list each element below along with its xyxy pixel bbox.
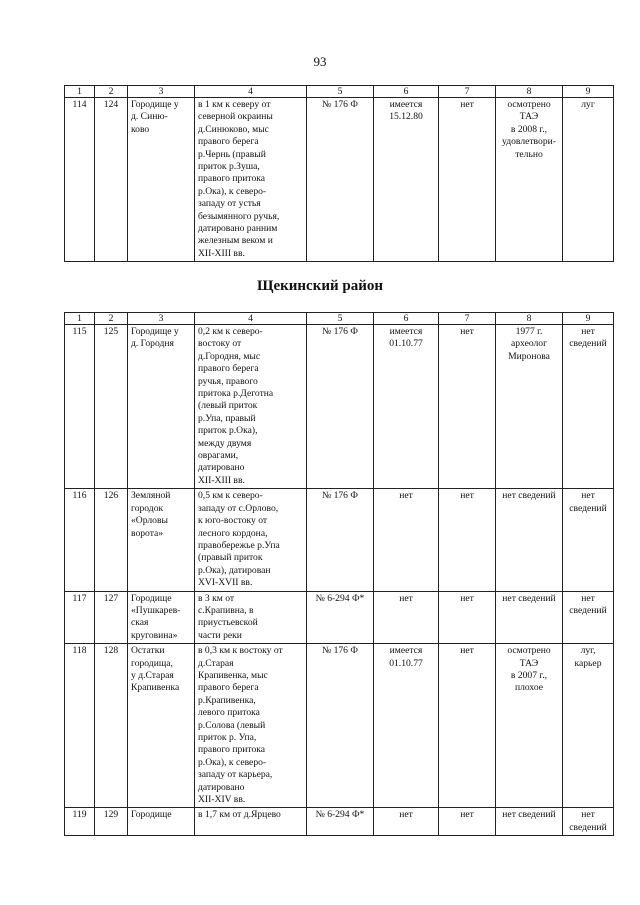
cell-line: луг <box>581 99 595 110</box>
cell-line: Остатки <box>131 645 165 657</box>
protection-document-cell <box>307 644 374 808</box>
record-number-cell: 118 <box>65 644 95 808</box>
cell-line: к юго-востоку от <box>198 515 268 527</box>
cell-line: нет <box>581 326 595 337</box>
column-header: 7 <box>439 86 496 98</box>
location-description-cell <box>195 808 307 836</box>
cell-line: ская <box>131 617 149 629</box>
cell-line: нет сведений <box>502 490 556 502</box>
boundaries-status-cell <box>439 808 496 836</box>
cell-line: д. Городня <box>131 338 174 350</box>
cell-line: нет <box>460 99 474 110</box>
column-header: 5 <box>307 313 374 325</box>
cell-line: с.Крапивна, в <box>198 604 254 616</box>
table-row <box>65 98 614 262</box>
column-header: 5 <box>307 86 374 98</box>
cell-line: правого притока <box>198 744 266 756</box>
cell-line: № 176 Ф <box>322 326 358 337</box>
boundaries-status-cell <box>439 489 496 591</box>
cell-line: нет <box>581 809 595 821</box>
passport-status-cell <box>374 98 439 262</box>
cell-line: XII-XIII вв. <box>198 247 245 259</box>
heritage-table-2 <box>64 312 614 836</box>
table-row <box>65 808 614 836</box>
monument-name-cell <box>128 489 195 591</box>
cell-line: сведений <box>569 338 607 350</box>
cell-line: д.Городня, мыс <box>198 350 261 362</box>
cell-line: нет <box>460 326 474 337</box>
protection-document-cell <box>307 591 374 644</box>
cell-line: правого притока <box>198 173 266 185</box>
cell-line: ТАЭ <box>519 111 539 123</box>
column-header: 8 <box>496 313 563 325</box>
cell-line: № 176 Ф <box>322 645 358 657</box>
cell-line: датировано <box>198 462 245 474</box>
boundaries-status-cell <box>439 98 496 262</box>
cell-line: притока р.Деготна <box>198 388 274 400</box>
cell-line: плохое <box>514 682 544 694</box>
cell-line: 0,5 км к северо- <box>198 490 263 502</box>
cell-line: западу от устья <box>198 198 261 210</box>
column-header-row <box>65 313 614 325</box>
column-header: 2 <box>95 86 128 98</box>
cell-line: р.Солова (левый <box>198 719 266 731</box>
cell-line: железным веком и <box>198 235 273 247</box>
cell-line: между двумя <box>198 437 252 449</box>
cell-line: (левый приток <box>198 400 258 412</box>
cell-line: «Пушкарев- <box>131 604 181 616</box>
protection-document-cell <box>307 325 374 489</box>
cell-line: археолог <box>510 338 548 350</box>
column-header: 2 <box>95 313 128 325</box>
cell-line: нет <box>581 592 595 604</box>
cell-line: р.Ока), к северо- <box>198 185 267 197</box>
cell-line: удовлетвори- <box>502 136 556 148</box>
passport-status-cell <box>374 644 439 808</box>
cell-line: 01.10.77 <box>389 338 423 350</box>
column-header: 7 <box>439 313 496 325</box>
cell-line: имеется <box>389 99 423 110</box>
cell-line: нет сведений <box>502 592 556 604</box>
column-header: 1 <box>65 86 95 98</box>
monument-name-cell <box>128 325 195 489</box>
cell-line: р.Чернь (правый <box>198 148 266 160</box>
cell-line: нет <box>581 490 595 502</box>
column-header: 6 <box>374 86 439 98</box>
cell-line: д. Синю- <box>131 111 168 123</box>
cell-line: северной окраины <box>198 111 273 123</box>
cell-line: Городище у <box>131 99 179 110</box>
cell-line: правого берега <box>198 136 259 148</box>
land-use-cell <box>563 591 614 644</box>
cell-line: лесного кордона, <box>198 527 268 539</box>
cell-line: Миронова <box>508 350 550 362</box>
passport-status-cell <box>374 489 439 591</box>
column-header: 8 <box>496 86 563 98</box>
cell-line: р.Крапивенка, <box>198 694 256 706</box>
cell-line: в 2008 г., <box>510 123 548 135</box>
cell-line: осмотрено <box>507 99 551 110</box>
table-row <box>65 644 614 808</box>
location-description-cell <box>195 644 307 808</box>
cell-line: западу от с.Орлово, <box>198 502 279 514</box>
table-row <box>65 325 614 489</box>
cell-line: 0,2 км к северо- <box>198 326 263 337</box>
cell-line: оврагами, <box>198 450 239 462</box>
monument-name-cell <box>128 644 195 808</box>
cell-line: сведений <box>569 604 607 616</box>
cell-line: р.Ока), к северо- <box>198 756 267 768</box>
column-header: 6 <box>374 313 439 325</box>
cell-line: правого берега <box>198 363 259 375</box>
cell-line: городок <box>131 502 164 514</box>
cell-line: западу от карьера, <box>198 769 273 781</box>
cell-line: приток р. Упа, <box>198 732 257 743</box>
location-description-cell <box>195 325 307 489</box>
cell-line: № 176 Ф <box>322 490 358 502</box>
location-description-cell <box>195 489 307 591</box>
cell-line: № 6-294 Ф* <box>315 592 365 604</box>
cell-line: датировано ранним <box>198 223 278 235</box>
cell-line: правого берега <box>198 682 259 694</box>
cell-line: 1977 г. <box>515 326 543 337</box>
cell-line: ково <box>131 123 150 135</box>
cell-line: сведений <box>569 821 607 833</box>
passport-status-cell <box>374 808 439 836</box>
cell-line: Городище <box>131 809 172 821</box>
column-header: 9 <box>563 86 614 98</box>
protection-document-cell <box>307 808 374 836</box>
cell-line: нет <box>460 645 474 657</box>
record-number-cell: 116 <box>65 489 95 591</box>
protection-document-cell <box>307 98 374 262</box>
column-header: 1 <box>65 313 95 325</box>
table-row <box>65 489 614 591</box>
land-use-cell <box>563 489 614 591</box>
column-header: 3 <box>128 86 195 98</box>
cell-line: сведений <box>569 502 607 514</box>
cell-line: нет <box>460 809 474 821</box>
record-number-cell: 115 <box>65 325 95 489</box>
cell-line: нет <box>399 809 413 821</box>
cell-line: (правый приток <box>198 552 263 564</box>
cell-line: Городище у <box>131 326 179 337</box>
table-row <box>65 591 614 644</box>
monument-name-cell <box>128 808 195 836</box>
inspection-info-cell <box>496 325 563 489</box>
monument-name-cell <box>128 591 195 644</box>
cell-line: Крапивенка, мыс <box>198 669 268 681</box>
cell-line: осмотрено <box>507 645 551 657</box>
passport-status-cell <box>374 325 439 489</box>
cell-line: имеется <box>389 326 423 337</box>
inspection-info-cell <box>496 489 563 591</box>
cell-line: приток р.Ока), <box>198 425 258 437</box>
cell-line: имеется <box>389 645 423 657</box>
cell-line: нет сведений <box>502 809 556 821</box>
column-header: 3 <box>128 313 195 325</box>
cell-line: нет <box>460 592 474 604</box>
cell-line: приток р.Зуша, <box>198 161 260 173</box>
location-description-cell <box>195 591 307 644</box>
cell-line: нет <box>399 592 413 604</box>
boundaries-status-cell <box>439 591 496 644</box>
cell-line: в 0,3 км к востоку от <box>198 645 283 657</box>
section-title: Щекинский район <box>256 278 384 294</box>
cell-line: «Орловы <box>131 515 168 527</box>
cell-line: круговина» <box>131 629 178 641</box>
inspection-info-cell <box>496 644 563 808</box>
cell-line: д.Старая <box>198 657 234 669</box>
register-number-cell: 127 <box>95 591 128 644</box>
cell-line: нет <box>399 490 413 502</box>
passport-status-cell <box>374 591 439 644</box>
cell-line: в 3 км от <box>198 592 235 604</box>
cell-line: № 176 Ф <box>322 99 358 110</box>
inspection-info-cell <box>496 591 563 644</box>
column-header: 4 <box>195 86 307 98</box>
page-number: 93 <box>313 54 327 69</box>
cell-line: востоку от <box>198 338 242 350</box>
boundaries-status-cell <box>439 644 496 808</box>
cell-line: № 6-294 Ф* <box>315 809 365 821</box>
cell-line: городища, <box>131 657 173 669</box>
record-number-cell: 119 <box>65 808 95 836</box>
cell-line: тельно <box>515 148 543 160</box>
cell-line: в 1 км к северу от <box>198 99 271 110</box>
cell-line: Земляной <box>131 490 171 502</box>
cell-line: ручья, правого <box>198 375 258 387</box>
cell-line: в 1,7 км от д.Ярцево <box>198 809 281 821</box>
register-number-cell: 126 <box>95 489 128 591</box>
cell-line: у д.Старая <box>131 669 174 681</box>
register-number-cell: 125 <box>95 325 128 489</box>
register-number-cell: 129 <box>95 808 128 836</box>
cell-line: 01.10.77 <box>389 657 423 669</box>
cell-line: части реки <box>198 629 242 641</box>
cell-line: левого притока <box>198 707 260 719</box>
cell-line: нет <box>460 490 474 502</box>
register-number-cell: 124 <box>95 98 128 262</box>
cell-line: д.Синюково, мыс <box>198 123 269 135</box>
record-number-cell: 117 <box>65 591 95 644</box>
protection-document-cell <box>307 489 374 591</box>
boundaries-status-cell <box>439 325 496 489</box>
record-number-cell: 114 <box>65 98 95 262</box>
column-header: 9 <box>563 313 614 325</box>
cell-line: XII-XIII вв. <box>198 474 245 486</box>
monument-name-cell <box>128 98 195 262</box>
cell-line: луг, <box>580 645 596 657</box>
cell-line: XII-XIV вв. <box>198 794 246 806</box>
cell-line: ТАЭ <box>519 657 539 669</box>
land-use-cell <box>563 325 614 489</box>
register-number-cell: 128 <box>95 644 128 808</box>
cell-line: безымянного ручья, <box>198 210 280 222</box>
cell-line: датировано <box>198 781 245 793</box>
cell-line: приустьевской <box>198 617 258 629</box>
heritage-table-1 <box>64 85 614 262</box>
cell-line: ворота» <box>131 527 164 539</box>
cell-line: 15.12.80 <box>389 111 423 123</box>
cell-line: Крапивенка <box>131 682 180 694</box>
cell-line: в 2007 г., <box>510 669 548 681</box>
column-header-row <box>65 86 614 98</box>
inspection-info-cell <box>496 808 563 836</box>
column-header: 4 <box>195 313 307 325</box>
cell-line: р.Ока), датирован <box>198 564 271 576</box>
cell-line: карьер <box>574 657 602 669</box>
location-description-cell <box>195 98 307 262</box>
land-use-cell <box>563 98 614 262</box>
cell-line: XVI-XVII вв. <box>198 577 253 589</box>
land-use-cell <box>563 808 614 836</box>
cell-line: правобережье р.Упа <box>198 539 280 551</box>
cell-line: р.Упа, правый <box>198 412 256 424</box>
inspection-info-cell <box>496 98 563 262</box>
land-use-cell <box>563 644 614 808</box>
cell-line: Городище <box>131 592 172 604</box>
